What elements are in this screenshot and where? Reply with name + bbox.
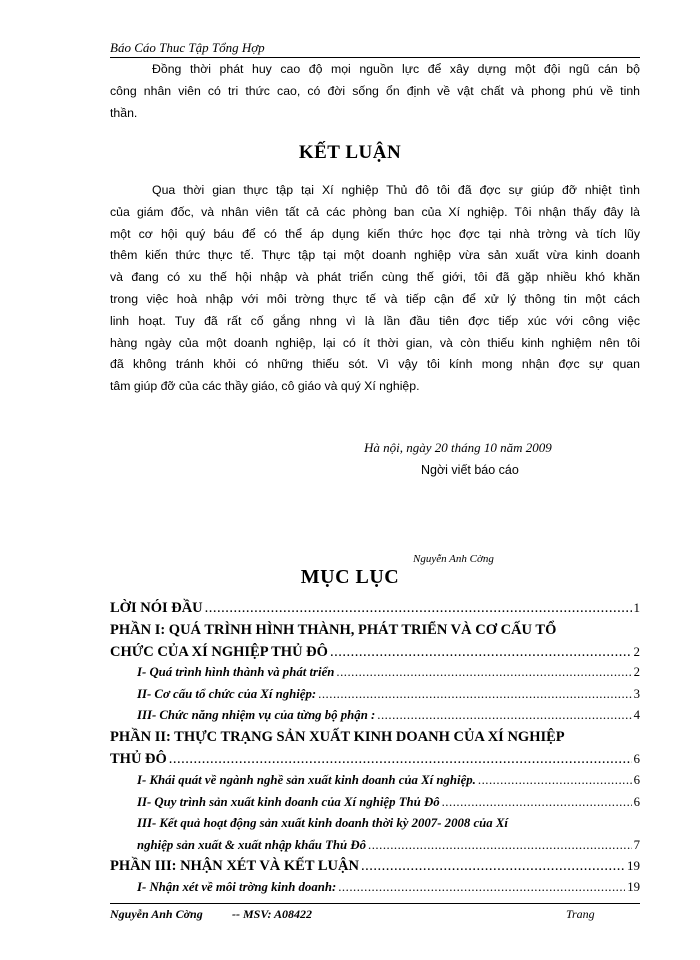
toc-entry-title: PHẦN II: THỰC TRẠNG SẢN XUẤT KINH DOANH CỦA XÍ NGHIỆP xyxy=(110,729,565,745)
toc-page-number: 3 xyxy=(633,687,640,701)
toc-leader xyxy=(336,665,631,680)
toc-entry-title: I- Khái quát về ngành nghề sản xuất kinh doanh của Xí nghiệp. xyxy=(137,773,476,787)
conclusion-line: hàng ngày của một doanh nghiệp, lại có ít thời gian, và còn thiếu kinh nghiệm nên tôi xyxy=(110,335,640,350)
running-header: Báo Cáo Thuc Tập Tổng Hợp xyxy=(110,40,265,55)
toc-leader xyxy=(169,751,632,768)
toc-entry-title: II- Cơ cấu tổ chức của Xí nghiệp: xyxy=(137,687,317,701)
footer-rule xyxy=(110,903,640,904)
conclusion-heading: KẾT LUẬN xyxy=(298,142,402,163)
toc-leader xyxy=(330,644,632,661)
place-date: Hà nội, ngày 20 tháng 10 năm 2009 xyxy=(364,440,552,455)
toc-page-number: 2 xyxy=(633,644,640,659)
signature-role: Ngời viết báo cáo xyxy=(421,463,519,477)
toc-page-number: 2 xyxy=(633,665,640,679)
toc-page-number: 6 xyxy=(633,773,640,787)
footer-author: Nguyễn Anh Cờng xyxy=(110,907,203,921)
toc-entry-title: THỦ ĐÔ xyxy=(110,751,167,767)
toc-page-number: 19 xyxy=(627,858,640,873)
intro-paragraph xyxy=(110,59,640,124)
toc-entry-title: I- Quá trình hình thành và phát triển xyxy=(137,665,335,679)
conclusion-line: thêm kiến thức thực tế. Thực tập tại một doanh nghiệp vừa sản xuất vừa kinh doanh xyxy=(110,248,640,263)
toc-leader xyxy=(377,708,631,723)
toc-page-number: 4 xyxy=(633,708,640,722)
footer-msv: -- MSV: A08422 xyxy=(232,907,313,921)
conclusion-line: một cơ hội quý báu để có thể áp dụng kiến thức học đợc tại nhà trờng và tích lũy xyxy=(110,226,640,241)
toc-entry-title: LỜI NÓI ĐẦU xyxy=(110,600,203,616)
toc-leader xyxy=(442,795,632,810)
toc-entry-1-2[interactable] xyxy=(137,687,640,702)
toc-leader xyxy=(205,600,632,617)
toc-leader xyxy=(478,773,632,788)
toc-page-number: 7 xyxy=(633,838,640,852)
toc-entry-title: PHẦN III: NHẬN XÉT VÀ KẾT LUẬN xyxy=(110,858,359,874)
conclusion-paragraph xyxy=(110,180,640,398)
toc-page-number: 6 xyxy=(633,795,640,809)
toc-entry-phan-1[interactable] xyxy=(110,644,640,661)
intro-line: Đồng thời phát huy cao độ mọi nguồn lực để xây dựng một đội ngũ cán bộ xyxy=(152,62,640,76)
toc-entry-phan-2[interactable] xyxy=(110,751,640,768)
conclusion-line: Qua thời gian thực tập tại Xí nghiệp Thủ đô tôi đã đợc sự giúp đỡ nhiệt tình xyxy=(152,183,640,197)
toc-entry-title: nghiệp sản xuất & xuất nhập khẩu Thủ Đô xyxy=(137,838,367,852)
toc-entry-phan-3[interactable] xyxy=(110,858,640,875)
conclusion-line: và đang có xu thế hội nhập và phát triển cùng thế giới, tôi đã gặp nhiều khó khăn xyxy=(110,270,640,285)
intro-line: công nhân viên có tri thức cao, có đời sống ổn định về vật chất và phong phú về tinh xyxy=(110,83,640,98)
toc-page-number: 1 xyxy=(633,600,640,615)
toc-entry-3-1[interactable] xyxy=(137,880,640,895)
toc-entry-2-2[interactable] xyxy=(137,795,640,810)
toc-page-number: 19 xyxy=(627,880,640,894)
toc-leader xyxy=(338,880,625,895)
toc-page-number: 6 xyxy=(633,751,640,766)
toc-leader xyxy=(318,687,631,702)
toc-entry-phan-1-line1[interactable] xyxy=(110,622,640,639)
toc-entry-2-1[interactable] xyxy=(137,773,640,788)
toc-entry-loi-noi-dau[interactable] xyxy=(110,600,640,617)
toc-entry-title: III- Kết quả hoạt động sản xuất kinh doanh thời kỳ 2007- 2008 của Xí xyxy=(137,816,508,830)
conclusion-line: đã không tránh khỏi có những thiếu sót. Vì vậy tôi kính mong nhận đợc sự quan xyxy=(110,357,640,372)
toc-entry-2-3-line1[interactable] xyxy=(137,816,640,831)
toc-leader xyxy=(361,858,625,875)
toc-entry-title: III- Chức năng nhiệm vụ của từng bộ phận : xyxy=(137,708,376,722)
toc-entry-2-3[interactable] xyxy=(137,838,640,853)
header-rule xyxy=(110,57,640,58)
toc-entry-title: II- Quy trình sản xuất kinh doanh của Xí nghiệp Thủ Đô xyxy=(137,795,440,809)
toc-entry-phan-2-line1[interactable] xyxy=(110,729,640,746)
conclusion-line: tâm giúp đỡ của các thầy giáo, cô giáo và quý Xí nghiệp. xyxy=(110,379,420,394)
footer-page-label: Trang xyxy=(566,907,595,921)
toc-heading: MỤC LỤC xyxy=(300,566,400,588)
intro-line: thần. xyxy=(110,105,138,120)
conclusion-line: của giám đốc, và nhân viên tất cả các phòng ban của Xí nghiệp. Tôi nhận thấy đây là xyxy=(110,204,640,219)
toc-entry-1-3[interactable] xyxy=(137,708,640,723)
toc-entry-1-1[interactable] xyxy=(137,665,640,680)
conclusion-line: trong việc hoà nhập với môi trờng thực tế và tiếp cận để xử lý thông tin một cách xyxy=(110,291,640,306)
toc-entry-title: I- Nhận xét về môi trờng kinh doanh: xyxy=(137,880,337,894)
toc-leader xyxy=(368,838,632,853)
toc-entry-title: CHỨC CỦA XÍ NGHIỆP THỦ ĐÔ xyxy=(110,644,328,660)
toc-entry-title: PHẦN I: QUÁ TRÌNH HÌNH THÀNH, PHÁT TRIỂN VÀ CƠ CẤU TỔ xyxy=(110,622,557,638)
signature-name: Nguyễn Anh Cờng xyxy=(413,553,494,565)
conclusion-line: linh hoạt. Tuy đã rất cố gắng nhng vì là lần đầu tiên đợc tiếp xúc với công việc xyxy=(110,313,640,328)
